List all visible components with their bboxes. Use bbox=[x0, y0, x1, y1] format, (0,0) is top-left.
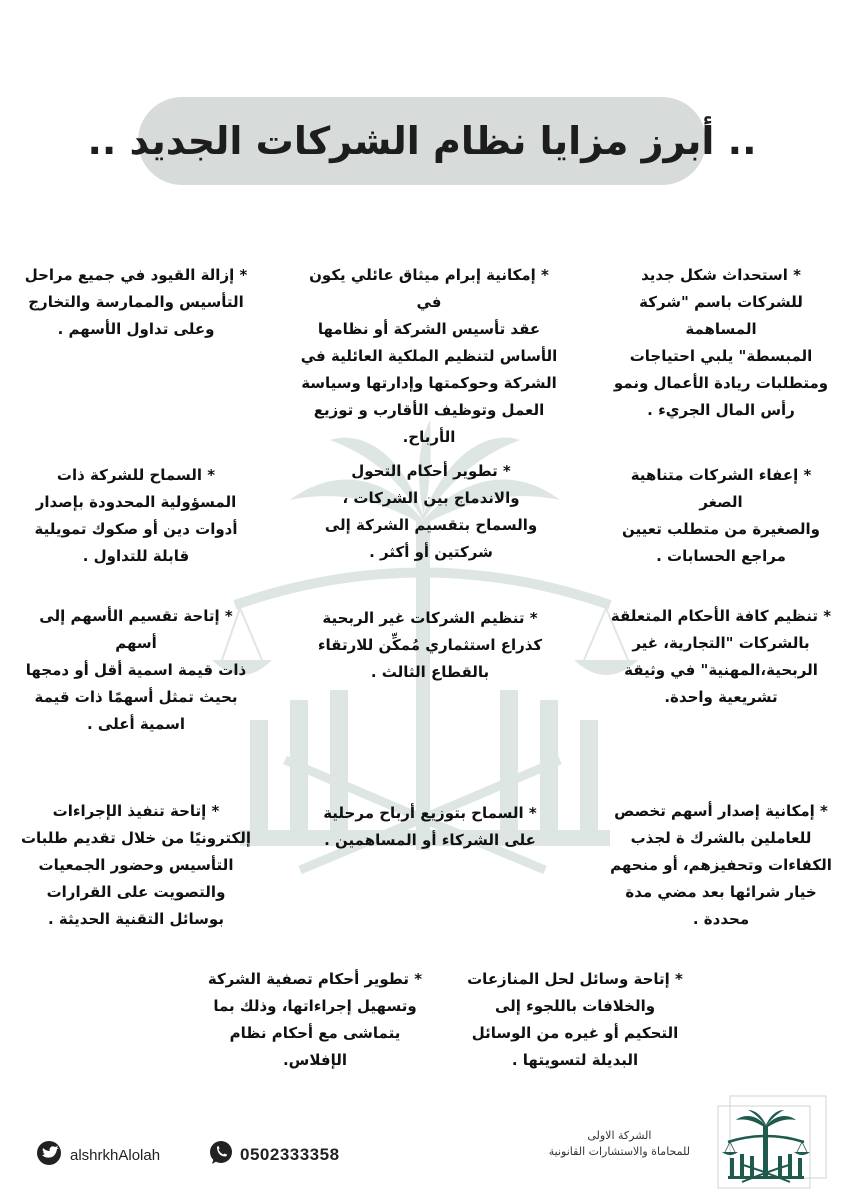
feature-item: * إمكانية إبرام ميثاق عائلي يكون في عقد تأسيس الشركة أو نظامها الأساس لتنظيم الملكية العائلية في الشركة وحوكمتها وإدارتها وسياسة العمل وتوظيف الأقارب و توزيع الأرباح. bbox=[300, 266, 558, 446]
feature-item: * استحداث شكل جديد للشركات باسم "شركة المساهمة المبسطة" يلبي احتياجات ومتطلبات ريادة الأعمال ونمو رأس المال الجريء . bbox=[613, 266, 829, 419]
palm-swords-scales-logo bbox=[706, 1092, 830, 1192]
twitter-bird-icon bbox=[34, 1140, 64, 1170]
feature-item: * السماح بتوزيع أرباح مرحلية على الشركاء أو المساهمين . bbox=[323, 804, 537, 849]
whatsapp-icon bbox=[208, 1140, 234, 1170]
feature-item: * إتاحة تنفيذ الإجراءات إلكترونيًا من خلال تقديم طلبات التأسيس وحضور الجمعيات والتصويت على القرارات بوسائل التقنية الحديثة . bbox=[20, 802, 252, 928]
feature-item: * إمكانية إصدار أسهم تخصص للعاملين بالشرك ة لجذب الكفاءات وتحفيزهم، أو منحهم خيار شرائها بعد مضي مدة محددة . bbox=[610, 802, 832, 928]
twitter-handle: alshrkhAlolah bbox=[70, 1146, 161, 1164]
whatsapp-contact[interactable] bbox=[208, 1140, 340, 1170]
phone-number: 0502333358 bbox=[240, 1145, 340, 1164]
feature-item: * تطوير أحكام تصفية الشركة وتسهيل إجراءاتها، وذلك بما يتماشى مع أحكام نظام الإفلاس. bbox=[207, 970, 423, 1069]
feature-item: * إعفاء الشركات متناهية الصغر والصغيرة من متطلب تعيين مراجع الحسابات . bbox=[622, 466, 820, 565]
feature-item: * تنظيم كافة الأحكام المتعلقة بالشركات "التجارية، غير الربحية،المهنية" في وثيقة تشريعية واحدة. bbox=[610, 607, 832, 706]
title-banner bbox=[87, 97, 757, 185]
feature-item: * إتاحة تقسيم الأسهم إلى أسهم ذات قيمة اسمية أقل أو دمجها بحيث تمثل أسهمًا ذات قيمة اسمية أعلى . bbox=[25, 607, 247, 733]
company-line-2: للمحاماة والاستشارات القانونية bbox=[548, 1145, 690, 1158]
feature-item: * تطوير أحكام التحول والاندماج بين الشركات ، والسماح بتقسيم الشركة إلى شركتين أو أكثر . bbox=[324, 462, 538, 561]
feature-item: * إتاحة وسائل لحل المنازعات والخلافات باللجوء إلى التحكيم أو غيره من الوسائل البديلة لتسويتها . bbox=[467, 970, 683, 1069]
page-title: .. أبرز مزايا نظام الشركات الجديد .. bbox=[87, 119, 757, 163]
company-line-1: الشركة الاولى bbox=[587, 1129, 652, 1142]
feature-item: * السماح للشركة ذات المسؤولية المحدودة بإصدار أدوات دين أو صكوك تمويلية قابلة للتداول . bbox=[34, 466, 238, 565]
twitter-contact[interactable] bbox=[34, 1140, 160, 1170]
feature-item: * إزالة القيود في جميع مراحل التأسيس والممارسة والتخارج وعلى تداول الأسهم . bbox=[24, 266, 248, 338]
feature-item: * تنظيم الشركات غير الربحية كذراع استثماري مُمكِّن للارتقاء بالقطاع الثالث . bbox=[317, 609, 543, 681]
company-name bbox=[549, 1128, 690, 1160]
